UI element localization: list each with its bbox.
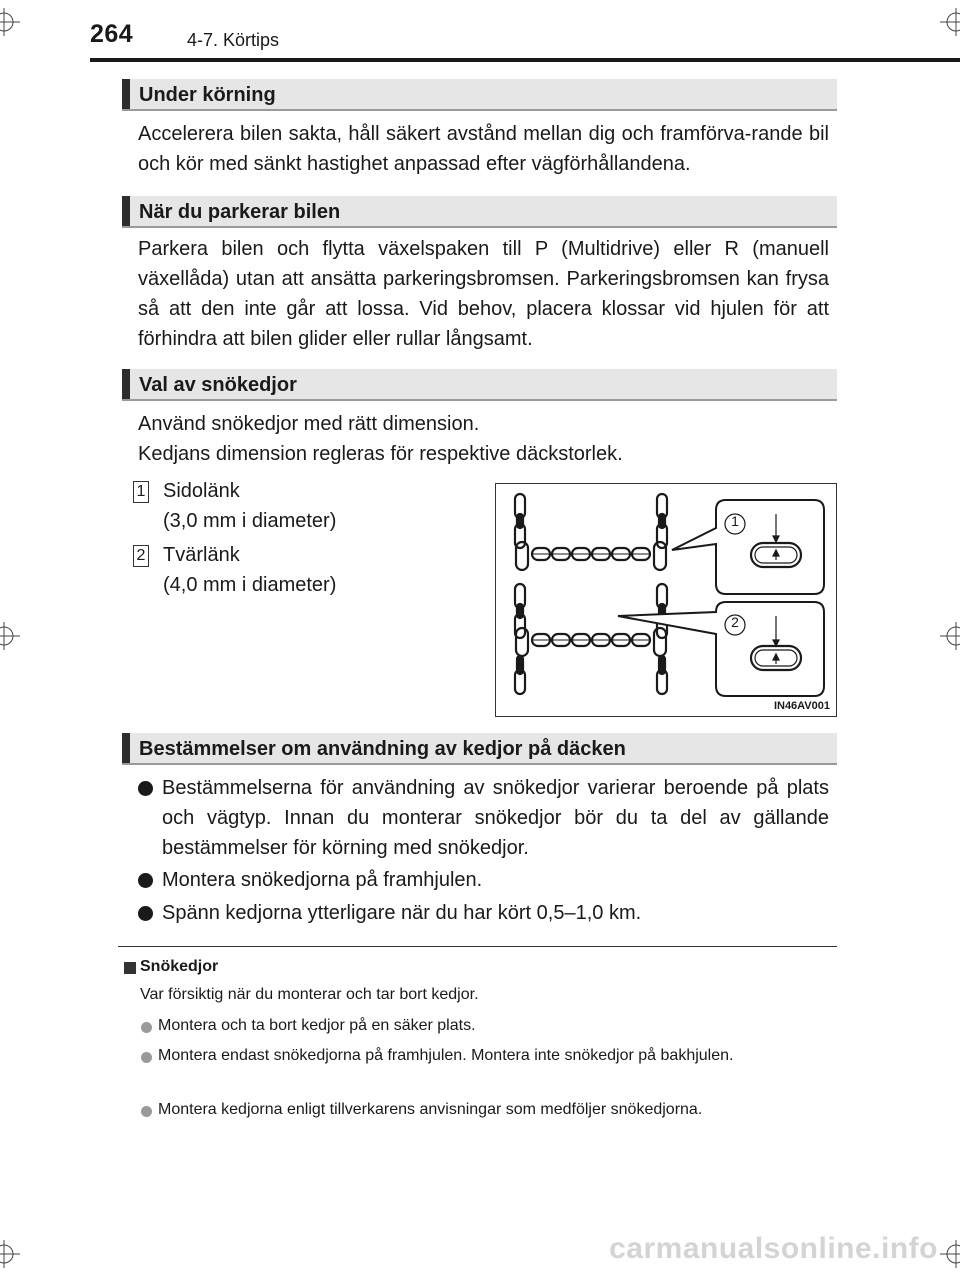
- note-bullet-item: Montera endast snökedjorna på framhjulen. Montera inte snökedjor på bakhjulen.: [158, 1047, 734, 1064]
- note-bullet-dot: [141, 1052, 152, 1063]
- figure-callout-2: 2: [731, 614, 739, 630]
- item-label-sidolank: Sidolänk: [163, 480, 240, 502]
- snow-chain-illustration: [496, 484, 836, 716]
- bullet-item: Bestämmelserna för användning av snökedjor varierar beroende på plats och vägtyp. Innan du monterar snökedjor bör du ta del av gällande bestämmelser för körning med snökedjor.: [162, 777, 829, 859]
- page-number: 264: [90, 20, 134, 48]
- section-heading-snokedjor: [122, 369, 837, 401]
- item-label-tvarlank: Tvärlänk: [163, 544, 240, 566]
- paragraph-under-korning: Accelerera bilen sakta, håll säkert avstånd mellan dig och framförva-rande bil och kör med sänkt hastighet anpassad efter vägförhållandena.: [138, 123, 829, 175]
- header-rule: [90, 58, 960, 62]
- item-number-badge: 1: [133, 481, 149, 503]
- snokedjor-line-2: Kedjans dimension regleras för respektive däckstorlek.: [138, 443, 623, 465]
- bullet-dot: [138, 873, 153, 888]
- heading-text: Under körning: [139, 84, 276, 106]
- notes-divider: [118, 946, 837, 947]
- paragraph-parkerar: Parkera bilen och flytta växelspaken till P (Multidrive) eller R (manuell växellåda) utan att ansätta parkeringsbromsen. Parkeringsbromsen kan frysa så att den inte går att lossa. Vid behov, placera klossar vid hjulen för att förhindra att bilen glider eller rullar långsamt.: [138, 238, 829, 350]
- heading-text: Val av snökedjor: [139, 374, 297, 396]
- note-bullet-dot: [141, 1022, 152, 1033]
- watermark: carmanualsonline.info: [609, 1232, 938, 1265]
- section-heading-parkerar: [122, 196, 837, 228]
- chapter-title: 4-7. Körtips: [187, 30, 280, 50]
- item-detail-sidolank: (3,0 mm i diameter): [163, 510, 337, 532]
- heading-bar: [122, 369, 130, 399]
- note-intro: Var försiktig när du monterar och tar bort kedjor.: [140, 986, 479, 1003]
- heading-bar: [122, 196, 130, 226]
- heading-bar: [122, 733, 130, 763]
- section-heading-under-korning: [122, 79, 837, 111]
- section-heading-bestammelser: [122, 733, 837, 765]
- item-number-badge: 2: [133, 545, 149, 567]
- note-title: Snökedjor: [140, 958, 219, 975]
- note-bullet-dot: [141, 1106, 152, 1117]
- bullet-dot: [138, 906, 153, 921]
- note-square-icon: [124, 962, 136, 974]
- snokedjor-line-1: Använd snökedjor med rätt dimension.: [138, 413, 480, 435]
- bullet-item: Spänn kedjorna ytterligare när du har kört 0,5–1,0 km.: [162, 902, 642, 924]
- note-bullet-item: Montera och ta bort kedjor på en säker plats.: [158, 1017, 476, 1034]
- heading-bar: [122, 79, 130, 109]
- item-detail-tvarlank: (4,0 mm i diameter): [163, 574, 337, 596]
- note-bullet-item: Montera kedjorna enligt tillverkarens anvisningar som medföljer snökedjorna.: [158, 1101, 703, 1118]
- snow-chain-figure: [495, 483, 837, 717]
- bullet-item: Montera snökedjorna på framhjulen.: [162, 869, 483, 891]
- figure-callout-1: 1: [731, 513, 739, 529]
- figure-code: IN46AV001: [773, 700, 830, 712]
- heading-text: När du parkerar bilen: [139, 201, 341, 223]
- bullet-dot: [138, 781, 153, 796]
- heading-text: Bestämmelser om användning av kedjor på däcken: [139, 738, 626, 760]
